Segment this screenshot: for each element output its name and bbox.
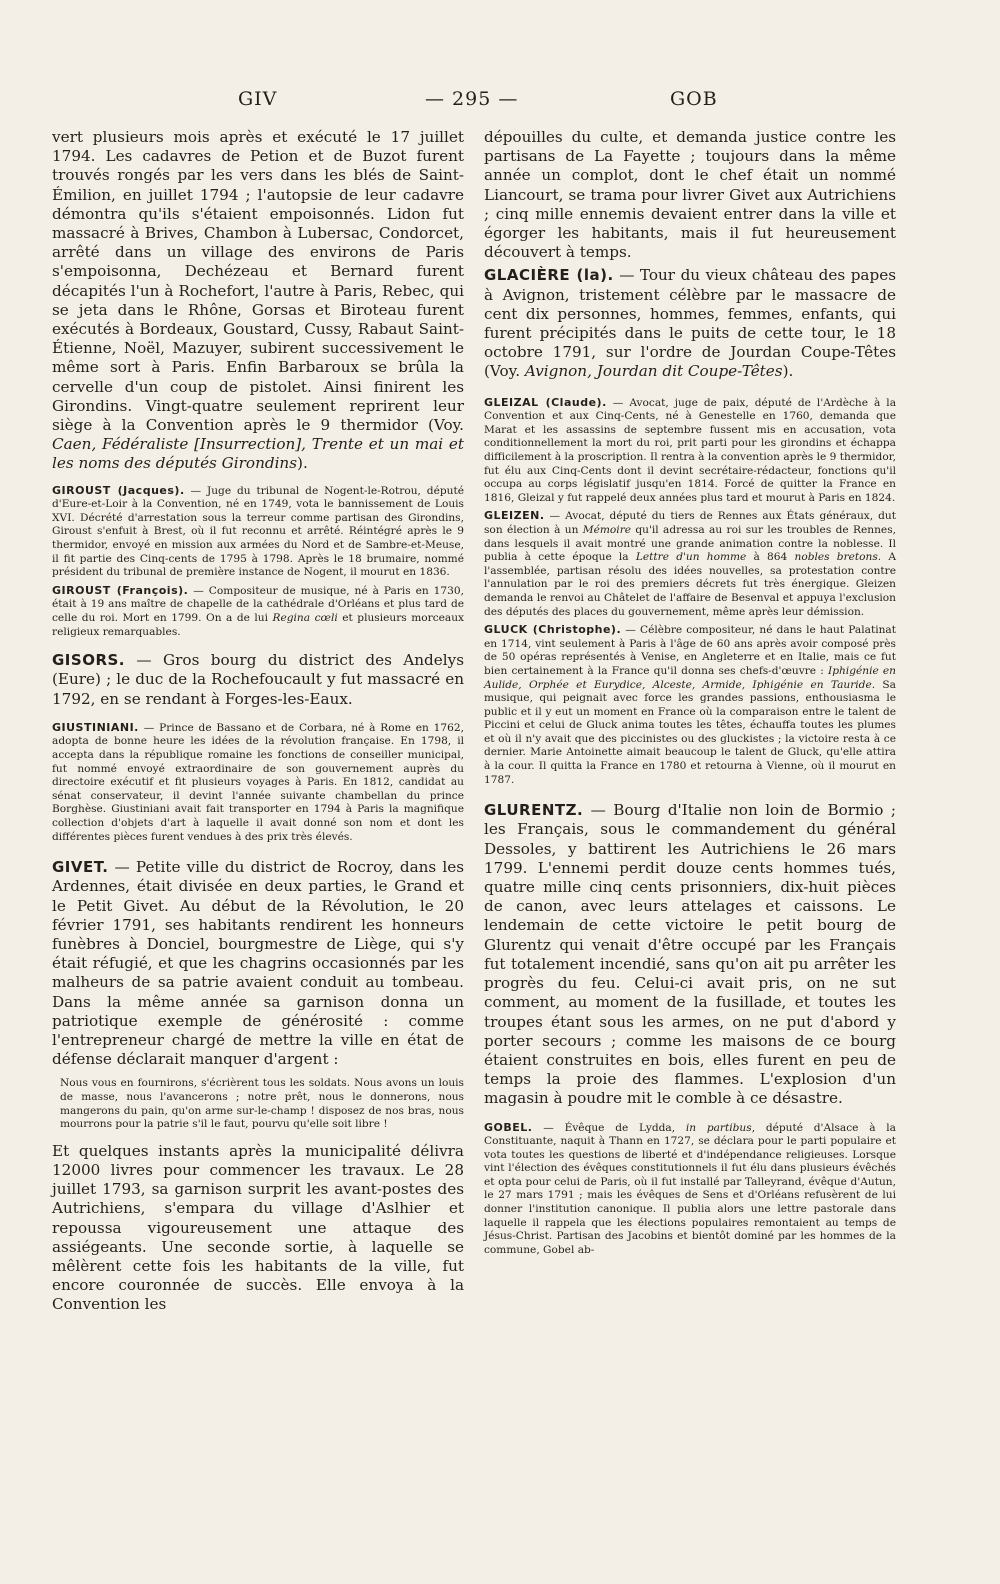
entry-gobel [484, 1121, 896, 1258]
running-header [0, 88, 1000, 118]
header-left-guide-word: GIV [238, 88, 278, 110]
entry-text: — Évêque de Lydda, [532, 1121, 686, 1134]
entry-text: — Petite ville du district de Rocroy, dans les Ardennes, était divisée en deux parties, le Grand et le Petit Givet. Au début de la Révolution, le 20 février 1791, ses habitants rendirent les honneurs funèbres à Donciel, bourgmestre de Liège, qui s'y était réfugié, et que les chagrins occasionnés par les malheurs de sa patrie avaient conduit au tombeau. Dans la même année sa garnison donna un patriotique exemple de générosité : comme l'entrepreneur chargé de mettre la ville en état de défense déclarait manquer d'argent : [52, 858, 464, 1069]
entry-text: , député d'Alsace à la Constituante, naquit à Thann en 1727, se déclara pour le parti populaire et vota toutes les questions de liberté et d'indépendance religieuses. Lorsque vint l'élection des évêques constitutionnels il fut élu dans plusieurs évêchés et opta pour celui de Paris, où il fut installé par Talleyrand, évêque d'Autun, le 27 mars 1791 ; mais les évêques de Sens et d'Orléans refusèrent de lui donner l'institution canonique. Il publia alors une lettre pastorale dans laquelle il rappela que les élections populaires remontaient au temps de Jésus-Christ. Partisan des Jacobins et bientôt dominé par les hommes de la commune, Gobel ab- [484, 1121, 896, 1256]
entry-text: ). [782, 362, 794, 381]
entry-text: — Bourg d'Italie non loin de Bormio ; les Français, sous le commandement du général Dessoles, y battirent les Autrichiens le 26 mars 1799. L'ennemi perdit douze cents hommes tués, quatre mille cinq cents prisonniers, dix-huit pièces de canon, avec leurs attelages et caissons. Le lendemain de cette victoire le petit bourg de Glurentz qui venait d'être occupé par les Français fut totalement incendié, sans qu'on ait pu arrêter les progrès du feu. Celui-ci avait pris, on ne sut comment, au moment de la fusillade, et toutes les troupes étant sous les armes, on ne put d'abord y porter secours ; comme les maisons de ce bourg étaient construites en bois, elles furent en peu de temps la proie des flammes. L'explosion d'un magasin à poudre mit le comble à ce désastre. [484, 801, 896, 1108]
work-title: nobles bretons [794, 551, 878, 564]
entry-text: — Gros bourg du district des Andelys (Eure) ; le duc de la Rochefoucault y fut massacré en 1792, en se rendant à Forges-les-Eaux. [52, 651, 464, 708]
entry-headword: GLURENTZ. [484, 801, 584, 820]
entry-headword: GISORS. [52, 651, 125, 670]
paragraph-text: ). [297, 454, 308, 473]
paragraph-text: vert plusieurs mois après et exécuté le 17 juillet 1794. Les cadavres de Petion et de Buzot furent trouvés rongés par les vers dans les blés de Saint-Émilion, en juillet 1794 ; l'autopsie de leur cadavre démontra qu'ils s'étaient empoisonnés. Lidon fut massacré à Brives, Chambon à Lubersac, Condorcet, arrêté dans un village des environs de Paris s'empoisonna, Dechézeau et Bernard furent décapités l'un à Rochefort, l'autre à Paris, Rebec, qui se jeta dans le Rhône, Gorsas et Biroteau furent exécutés à Bordeaux, Goustard, Cussy, Rabaut Saint-Étienne, Noël, Mazuyer, subirent successivement le même sort à Paris. Enfin Barbaroux se brûla la cervelle d'un coup de pistolet. Ainsi finirent les Girondins. Vingt-quatre seulement reprirent leur siège à la Convention après le 9 thermidor (Voy. [52, 128, 464, 435]
latin-phrase: in partibus [685, 1121, 752, 1134]
entry-text: — Compositeur de musique, né à Paris en 1730, était à 19 ans maître de chapelle de la cathédrale d'Orléans et plus tard de celle du roi. Mort en 1799. On a de lui [52, 584, 464, 624]
entry-gleizen [484, 509, 896, 619]
entry-gluck [484, 623, 896, 787]
work-title: Regina cœli [272, 612, 338, 624]
entry-text: — Prince de Bassano et de Corbara, né à Rome en 1762, adopta de bonne heure les idées de la révolution française. En 1798, il accepta dans la république romaine les fonctions de conseiller municipal, fut nommé envoyé extraordinaire de son gouvernement auprès du directoire exécutif et fit plusieurs voyages à Paris. En 1812, candidat au sénat conservateur, il devint l'année suivante chambellan du prince Borghèse. Giustiniani avait fait transporter en 1794 à Paris la magnifique collection d'objets d'art à laquelle il avait donné son nom et dont les différentes pièces furent vendues à des prix très élevés. [52, 721, 464, 843]
entry-text: — Avocat, député du tiers de Rennes aux États généraux, dut son élection à un [484, 510, 896, 536]
entry-headword: GLUCK (Christophe). [484, 623, 622, 637]
entry-gisors [52, 651, 464, 709]
right-column [484, 128, 896, 1257]
entry-text: — Célèbre compositeur, né dans le haut Palatinat en 1714, vint seulement à Paris à l'âge de 60 ans après avoir composé près de 50 opéras représentés à Venise, en Angleterre et en Italie, mais ce fut bien certainement à la France qu'il donna ses chefs-d'œuvre : [484, 624, 896, 677]
entry-headword: GLEIZAL (Claude). [484, 395, 607, 409]
givet-quotation: Nous vous en fournirons, s'écrièrent tous les soldats. Nous avons un louis de masse, nous l'avancerons ; notre prêt, nous le donnerons, nous mangerons du pain, qu'on arme sur-le-champ ! disposez de nos bras, nous mourrons pour la patrie s'il le faut, pourvu qu'elle soit libre ! [60, 1077, 464, 1131]
entry-text: — Tour du vieux château des papes à Avignon, tristement célèbre par le massacre de cent dix personnes, hommes, femmes, enfants, qui furent précipités dans le puits de cette tour, le 18 octobre 1791, sur l'ordre de Jourdan Coupe-Têtes (Voy. [484, 266, 896, 381]
left-column [52, 128, 464, 1315]
entry-glurentz [484, 801, 896, 1108]
entry-text: — Juge du tribunal de Nogent-le-Rotrou, député d'Eure-et-Loir à la Convention, né en 1749, vota le bannissement de Louis XVI. Décrété d'arrestation sous la terreur comme partisan des Girondins, Giroust s'enfuit à Brest, où il fut reconnu et arrêté. Réintégré après le 9 thermidor, envoyé en mission aux armées du Nord et de Sambre-et-Meuse, il fit partie des Cinq-cents de 1795 à 1798. Après le 18 brumaire, nommé président du tribunal de première instance de Nogent, il mourut en 1836. [52, 484, 464, 579]
entry-headword: GOBEL. [484, 1120, 533, 1134]
entry-text: — Avocat, juge de paix, député de l'Ardèche à la Convention et aux Cinq-Cents, né à Genestelle en 1760, demanda que Marat et les assassins de septembre fussent mis en accusation, vota conditionnellement la mort du roi, prit parti pour les girondins et échappa difficilement à la proscription. Il rentra à la convention après le 9 thermidor, fut élu aux Cinq-Cents dont il devint secrétaire-rédacteur, fonctions qu'il occupa au corps législatif jusqu'en 1814. Forcé de quitter la France en 1816, Gleizal y fut rappelé deux années plus tard et mourut à Paris en 1824. [484, 396, 897, 504]
entry-headword: GIUSTINIANI. [52, 720, 139, 734]
entry-text: . A l'assemblée, partisan résolu des idées nouvelles, sa protestation contre l'annulation par le roi des premiers décrets fut très énergique. Gleizen demanda le renvoi au Châtelet de l'affaire de Besenval et appuya l'exclusion des députés des places du gouvernement, même après leur démission. [484, 551, 897, 618]
entry-text: . Sa musique, qui peignait avec force les grandes passions, enthousiasma le public et il y eut un moment en France où la comparaison entre le talent de Piccini et celui de Gluck anima toutes les têtes, échauffa toutes les plumes et où il n'y avait que des piccinistes ou des gluckistes ; la victoire resta à ce dernier. Marie Antoinette aimait beaucoup le talent de Gluck, qu'elle attira à la cour. Il quitta la France en 1780 et retourna à Vienne, où il mourut en 1787. [484, 678, 897, 786]
entry-continuation-girondins [52, 128, 464, 474]
entry-headword: GIROUST (François). [52, 583, 189, 597]
entry-giustiniani [52, 721, 464, 844]
work-title: Mémoire [582, 523, 632, 536]
givet-end: dépouilles du culte, et demanda justice contre les partisans de La Fayette ; toujours dans la même année un complot, dont le chef était un nommé Liancourt, se trama pour livrer Givet aux Autrichiens ; cinq mille ennemis devaient entrer dans la ville et égorger les habitants, mais il fut heureusement découvert à temps. [484, 128, 896, 262]
entry-giroust-francois [52, 584, 464, 639]
entry-headword: GLEIZEN. [484, 509, 545, 523]
entry-text: à 864 [746, 551, 795, 564]
entry-givet [52, 858, 464, 1069]
entry-gleizal [484, 396, 896, 506]
header-right-guide-word: GOB [670, 88, 718, 110]
cross-reference: Avignon, Jourdan dit Coupe-Têtes [524, 362, 783, 381]
entry-headword: GIROUST (Jacques). [52, 483, 185, 497]
entry-headword: GIVET. [52, 858, 109, 877]
entry-headword: GLACIÈRE (la). [484, 266, 614, 285]
entry-giroust-jacques [52, 484, 464, 580]
work-titles: Iphigénie en Aulide, Orphée et Eurydice, Alceste, Armide, Iphigénie en Tauride [484, 664, 897, 691]
work-title: Lettre d'un homme [635, 551, 747, 564]
cross-reference: Caen, Fédéraliste [Insurrection], Trente et un mai et les noms des députés Girondins [52, 435, 464, 473]
entry-text: et plusieurs morceaux religieux remarquables. [52, 612, 465, 638]
page-number: — 295 — [425, 88, 519, 110]
entry-text: qu'il adressa au roi sur les troubles de Rennes, dans lesquels il avait montré une grande animation contre la noblesse. Il publia à cette époque la [484, 523, 896, 564]
entry-glaciere [484, 266, 896, 381]
givet-continuation: Et quelques instants après la municipalité délivra 12000 livres pour commencer les travaux. Le 28 juillet 1793, sa garnison surprit les avant-postes des Autrichiens, s'empara du village d'Aslhier et repoussa vigoureusement une attaque des assiégeants. Une seconde sortie, à laquelle se mêlèrent cette fois les habitants de la ville, fut encore couronnée de succès. Elle envoya à la Convention les [52, 1141, 464, 1314]
